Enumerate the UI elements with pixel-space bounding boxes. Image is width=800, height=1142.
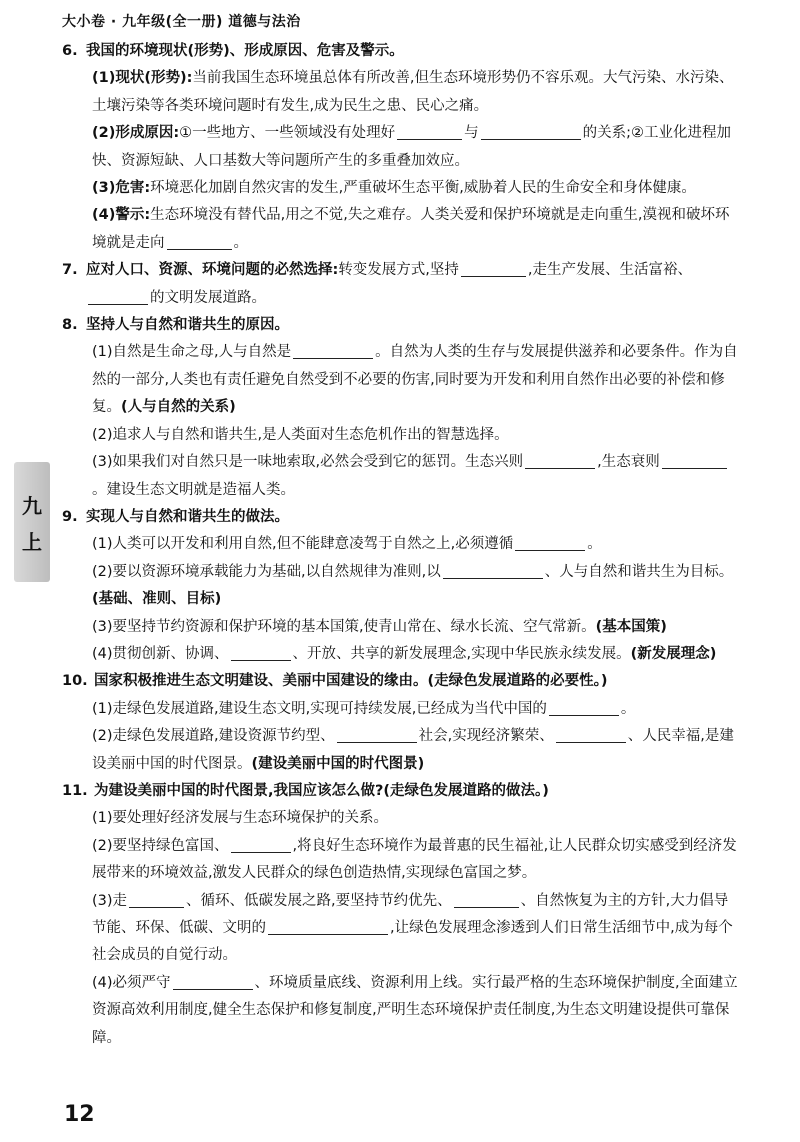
answer-blank[interactable]	[231, 836, 291, 853]
answer-blank[interactable]	[337, 726, 417, 743]
answer-blank[interactable]	[88, 288, 148, 305]
question-6-part-2: (2)形成原因:①一些地方、一些领域没有处理好 与 的关系;②工业化进程加快、资源短缺、人口基数大等问题所产生的多重叠加效应。	[92, 125, 732, 169]
question-6-part-1: (1)现状(形势):当前我国生态环境虽总体有所改善,但生态环境形势仍不容乐观。大气污染、水污染、土壤污染等各类环境问题时有发生,成为民生之患、民心之痛。	[92, 70, 734, 114]
question-9-part-1: (1)人类可以开发和利用自然,但不能肆意凌驾于自然之上,必须遵循 。	[92, 536, 602, 553]
question-9-title: 9. 实现人与自然和谐共生的做法。	[62, 508, 289, 525]
question-6-part-3: (3)危害:环境恶化加剧自然灾害的发生,严重破坏生态平衡,威胁着人民的生命安全和身体健康。	[92, 180, 696, 197]
question-7: 7. 应对人口、资源、环境问题的必然选择:转变发展方式,坚持 ,走生产发展、生活富裕、 的文明发展道路。	[62, 262, 693, 306]
question-11-part-2: (2)要坚持绿色富国、 ,将良好生态环境作为最普惠的民生福祉,让人民群众切实感受到经济发展带来的环境效益,激发人民群众的绿色创造热情,实现绿色富国之梦。	[92, 837, 737, 882]
question-11-part-3: (3)走 、循环、低碳发展之路,要坚持节约优先、 、自然恢复为主的方针,大力倡导节能、环保、低碳、文明的 ,让绿色发展理念渗透到人们日常生活细节中,成为每个社会成员的自觉行动。	[92, 892, 733, 964]
answer-blank[interactable]	[515, 534, 585, 551]
question-10-part-2: (2)走绿色发展道路,建设资源节约型、 社会,实现经济繁荣、 、人民幸福,是建设美丽中国的时代图景。(建设美丽中国的时代图景)	[92, 728, 734, 772]
side-tab-char-1: 九	[22, 494, 42, 518]
question-9-part-4: (4)贯彻创新、协调、 、开放、共享的新发展理念,实现中华民族永续发展。(新发展理念)	[92, 645, 717, 662]
question-8-title: 8. 坚持人与自然和谐共生的原因。	[62, 317, 289, 334]
question-10-part-1: (1)走绿色发展道路,建设生态文明,实现可持续发展,已经成为当代中国的 。	[92, 700, 636, 717]
answer-blank[interactable]	[556, 726, 626, 743]
question-8-part-1: (1)自然是生命之母,人与自然是 。自然为人类的生存与发展提供滋养和必要条件。作为自然的一部分,人类也有责任避免自然受到不必要的伤害,同时要为开发和利用自然作出必要的补偿和修复。(人与自然的关系)	[92, 344, 738, 416]
answer-blank[interactable]	[173, 973, 253, 990]
question-6-title: 6. 我国的环境现状(形势)、形成原因、危害及警示。	[62, 43, 404, 59]
answer-blank[interactable]	[268, 918, 388, 935]
answer-blank[interactable]	[461, 260, 526, 277]
page-header: 大小卷 · 九年级(全一册) 道德与法治	[62, 14, 301, 30]
question-10-title: 10. 国家积极推进生态文明建设、美丽中国建设的缘由。(走绿色发展道路的必要性。)	[62, 673, 608, 690]
answer-blank[interactable]	[397, 123, 462, 140]
question-11-part-4: (4)必须严守 、环境质量底线、资源利用上线。实行最严格的生态环境保护制度,全面建立资源高效利用制度,健全生态保护和修复制度,严明生态环境保护责任制度,为生态文明建设提供可靠保障。	[92, 974, 738, 1046]
answer-blank[interactable]	[231, 644, 291, 661]
question-9-part-2: (2)要以资源环境承载能力为基础,以自然规律为准则,以 、人与自然和谐共生为目标。(基础、准则、目标)	[92, 563, 734, 608]
question-8-part-3: (3)如果我们对自然只是一味地索取,必然会受到它的惩罚。生态兴则 ,生态衰则。建设生态文明就是造福人类。	[62, 449, 740, 504]
answer-blank[interactable]	[443, 562, 543, 579]
answer-blank[interactable]	[481, 123, 581, 140]
answer-blank[interactable]	[454, 891, 519, 908]
question-8-part-2: (2)追求人与自然和谐共生,是人类面对生态危机作出的智慧选择。	[92, 426, 509, 443]
grade-side-tab	[14, 462, 50, 582]
side-tab-char-2: 上	[22, 530, 42, 554]
question-6-part-4: (4)警示:生态环境没有替代品,用之不觉,失之难存。人类关爱和保护环境就是走向重生,漠视和破坏环境就是走向 。	[92, 207, 730, 251]
answer-blank[interactable]	[549, 699, 619, 716]
answer-blank[interactable]	[167, 233, 232, 250]
answer-blank[interactable]	[525, 452, 595, 469]
question-11-part-1: (1)要处理好经济发展与生态环境保护的关系。	[92, 810, 389, 827]
page-content	[62, 38, 740, 1052]
question-9-part-3: (3)要坚持节约资源和保护环境的基本国策,使青山常在、绿水长流、空气常新。(基本国策)	[92, 618, 667, 635]
answer-blank[interactable]	[293, 342, 373, 359]
answer-blank[interactable]	[662, 452, 727, 469]
answer-blank[interactable]	[129, 891, 184, 908]
page-number: 12	[64, 1102, 95, 1127]
question-11-title: 11. 为建设美丽中国的时代图景,我国应该怎么做?(走绿色发展道路的做法。)	[62, 782, 549, 799]
